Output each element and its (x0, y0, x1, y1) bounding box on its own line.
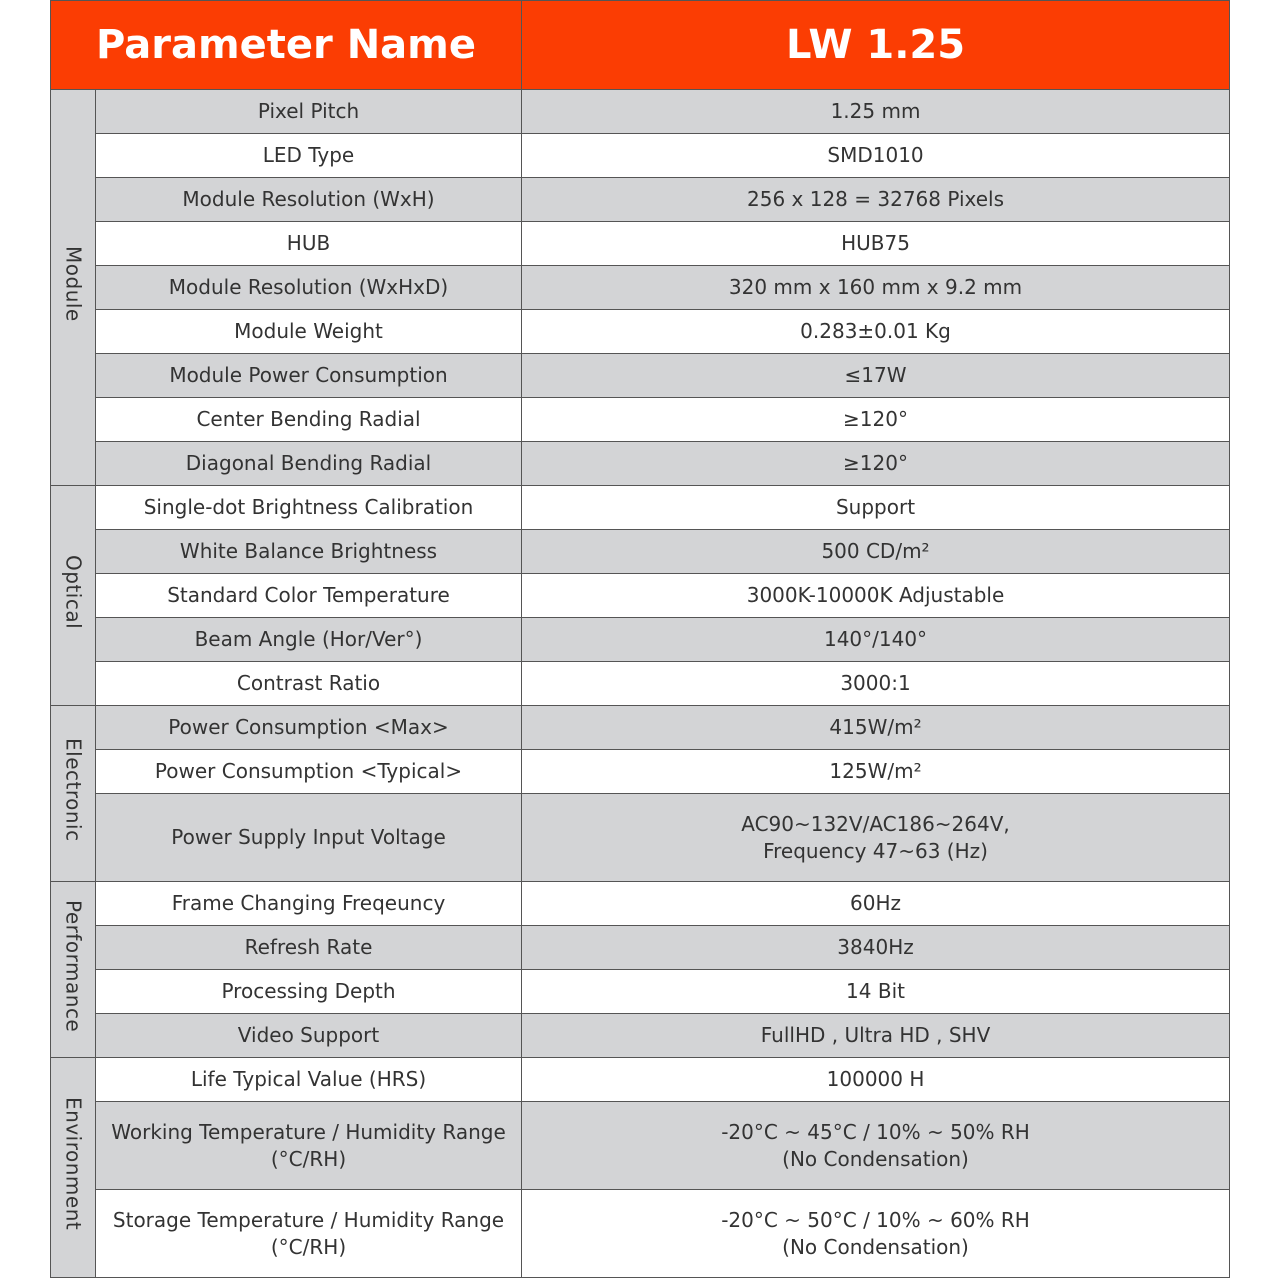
param-cell: Video Support (96, 1014, 522, 1058)
value-line: -20°C ~ 45°C / 10% ~ 50% RH (721, 1119, 1030, 1144)
value-cell: SMD1010 (522, 134, 1230, 178)
group-module: Module (51, 90, 96, 486)
param-cell: Life Typical Value (HRS) (96, 1058, 522, 1102)
param-cell: Module Power Consumption (96, 354, 522, 398)
param-cell: Beam Angle (Hor/Ver°) (96, 618, 522, 662)
table-row (51, 926, 1230, 970)
value-cell (522, 1190, 1230, 1278)
param-header: Parameter Name (51, 1, 522, 90)
value-cell: 125W/m² (522, 750, 1230, 794)
table-row (51, 222, 1230, 266)
value-line: -20°C ~ 50°C / 10% ~ 60% RH (721, 1207, 1030, 1232)
value-cell: HUB75 (522, 222, 1230, 266)
value-cell: 1.25 mm (522, 90, 1230, 134)
value-cell: ≥120° (522, 398, 1230, 442)
value-cell: 415W/m² (522, 706, 1230, 750)
model-header: LW 1.25 (522, 1, 1230, 90)
param-cell: Module Resolution (WxH) (96, 178, 522, 222)
table-row (51, 266, 1230, 310)
value-cell: 3000K-10000K Adjustable (522, 574, 1230, 618)
value-cell: Support (522, 486, 1230, 530)
value-cell: ≥120° (522, 442, 1230, 486)
table-row (51, 310, 1230, 354)
value-cell: 256 x 128 = 32768 Pixels (522, 178, 1230, 222)
value-cell: 140°/140° (522, 618, 1230, 662)
value-cell: 0.283±0.01 Kg (522, 310, 1230, 354)
value-cell: 3840Hz (522, 926, 1230, 970)
value-cell: 14 Bit (522, 970, 1230, 1014)
value-line: (No Condensation) (782, 1146, 969, 1171)
param-cell: Power Consumption <Typical> (96, 750, 522, 794)
value-cell (522, 1102, 1230, 1190)
value-cell: 60Hz (522, 882, 1230, 926)
value-cell: FullHD , Ultra HD , SHV (522, 1014, 1230, 1058)
group-environment: Environment (51, 1058, 96, 1278)
value-cell: 100000 H (522, 1058, 1230, 1102)
param-cell: Frame Changing Freqeuncy (96, 882, 522, 926)
param-cell: Center Bending Radial (96, 398, 522, 442)
param-cell: Module Weight (96, 310, 522, 354)
table-row (51, 882, 1230, 926)
table-row (51, 1058, 1230, 1102)
value-cell: 500 CD/m² (522, 530, 1230, 574)
param-cell: Refresh Rate (96, 926, 522, 970)
param-cell: Standard Color Temperature (96, 574, 522, 618)
table-row (51, 574, 1230, 618)
param-line: (°C/RH) (270, 1146, 347, 1171)
value-cell (522, 794, 1230, 882)
group-electronic: Electronic (51, 706, 96, 882)
param-cell: White Balance Brightness (96, 530, 522, 574)
value-cell: ≤17W (522, 354, 1230, 398)
param-line: Storage Temperature / Humidity Range (112, 1207, 505, 1232)
group-performance: Performance (51, 882, 96, 1058)
table-row (51, 970, 1230, 1014)
table-row (51, 706, 1230, 750)
value-line: Frequency 47~63 (Hz) (763, 838, 988, 863)
value-cell: 320 mm x 160 mm x 9.2 mm (522, 266, 1230, 310)
table-row (51, 134, 1230, 178)
param-cell: Single-dot Brightness Calibration (96, 486, 522, 530)
header-row (51, 1, 1230, 90)
table-row (51, 442, 1230, 486)
table-row (51, 354, 1230, 398)
param-cell: Power Consumption <Max> (96, 706, 522, 750)
table-row (51, 794, 1230, 882)
param-cell: Module Resolution (WxHxD) (96, 266, 522, 310)
table-row (51, 662, 1230, 706)
table-row (51, 90, 1230, 134)
param-cell (96, 1102, 522, 1190)
param-line: (°C/RH) (270, 1234, 347, 1259)
param-cell: Diagonal Bending Radial (96, 442, 522, 486)
param-cell (96, 1190, 522, 1278)
group-optical: Optical (51, 486, 96, 706)
value-cell: 3000:1 (522, 662, 1230, 706)
param-cell: HUB (96, 222, 522, 266)
table-row (51, 618, 1230, 662)
table-row (51, 398, 1230, 442)
table-row (51, 1190, 1230, 1278)
table-row (51, 750, 1230, 794)
param-cell: Power Supply Input Voltage (96, 794, 522, 882)
table-row (51, 1102, 1230, 1190)
param-cell: Contrast Ratio (96, 662, 522, 706)
table-row (51, 486, 1230, 530)
value-line: (No Condensation) (782, 1234, 969, 1259)
table-row (51, 1014, 1230, 1058)
param-cell: Processing Depth (96, 970, 522, 1014)
param-cell: LED Type (96, 134, 522, 178)
param-line: Working Temperature / Humidity Range (111, 1119, 506, 1144)
spec-table (50, 0, 1230, 1278)
table-row (51, 178, 1230, 222)
table-row (51, 530, 1230, 574)
param-cell: Pixel Pitch (96, 90, 522, 134)
value-line: AC90~132V/AC186~264V, (741, 811, 1010, 836)
